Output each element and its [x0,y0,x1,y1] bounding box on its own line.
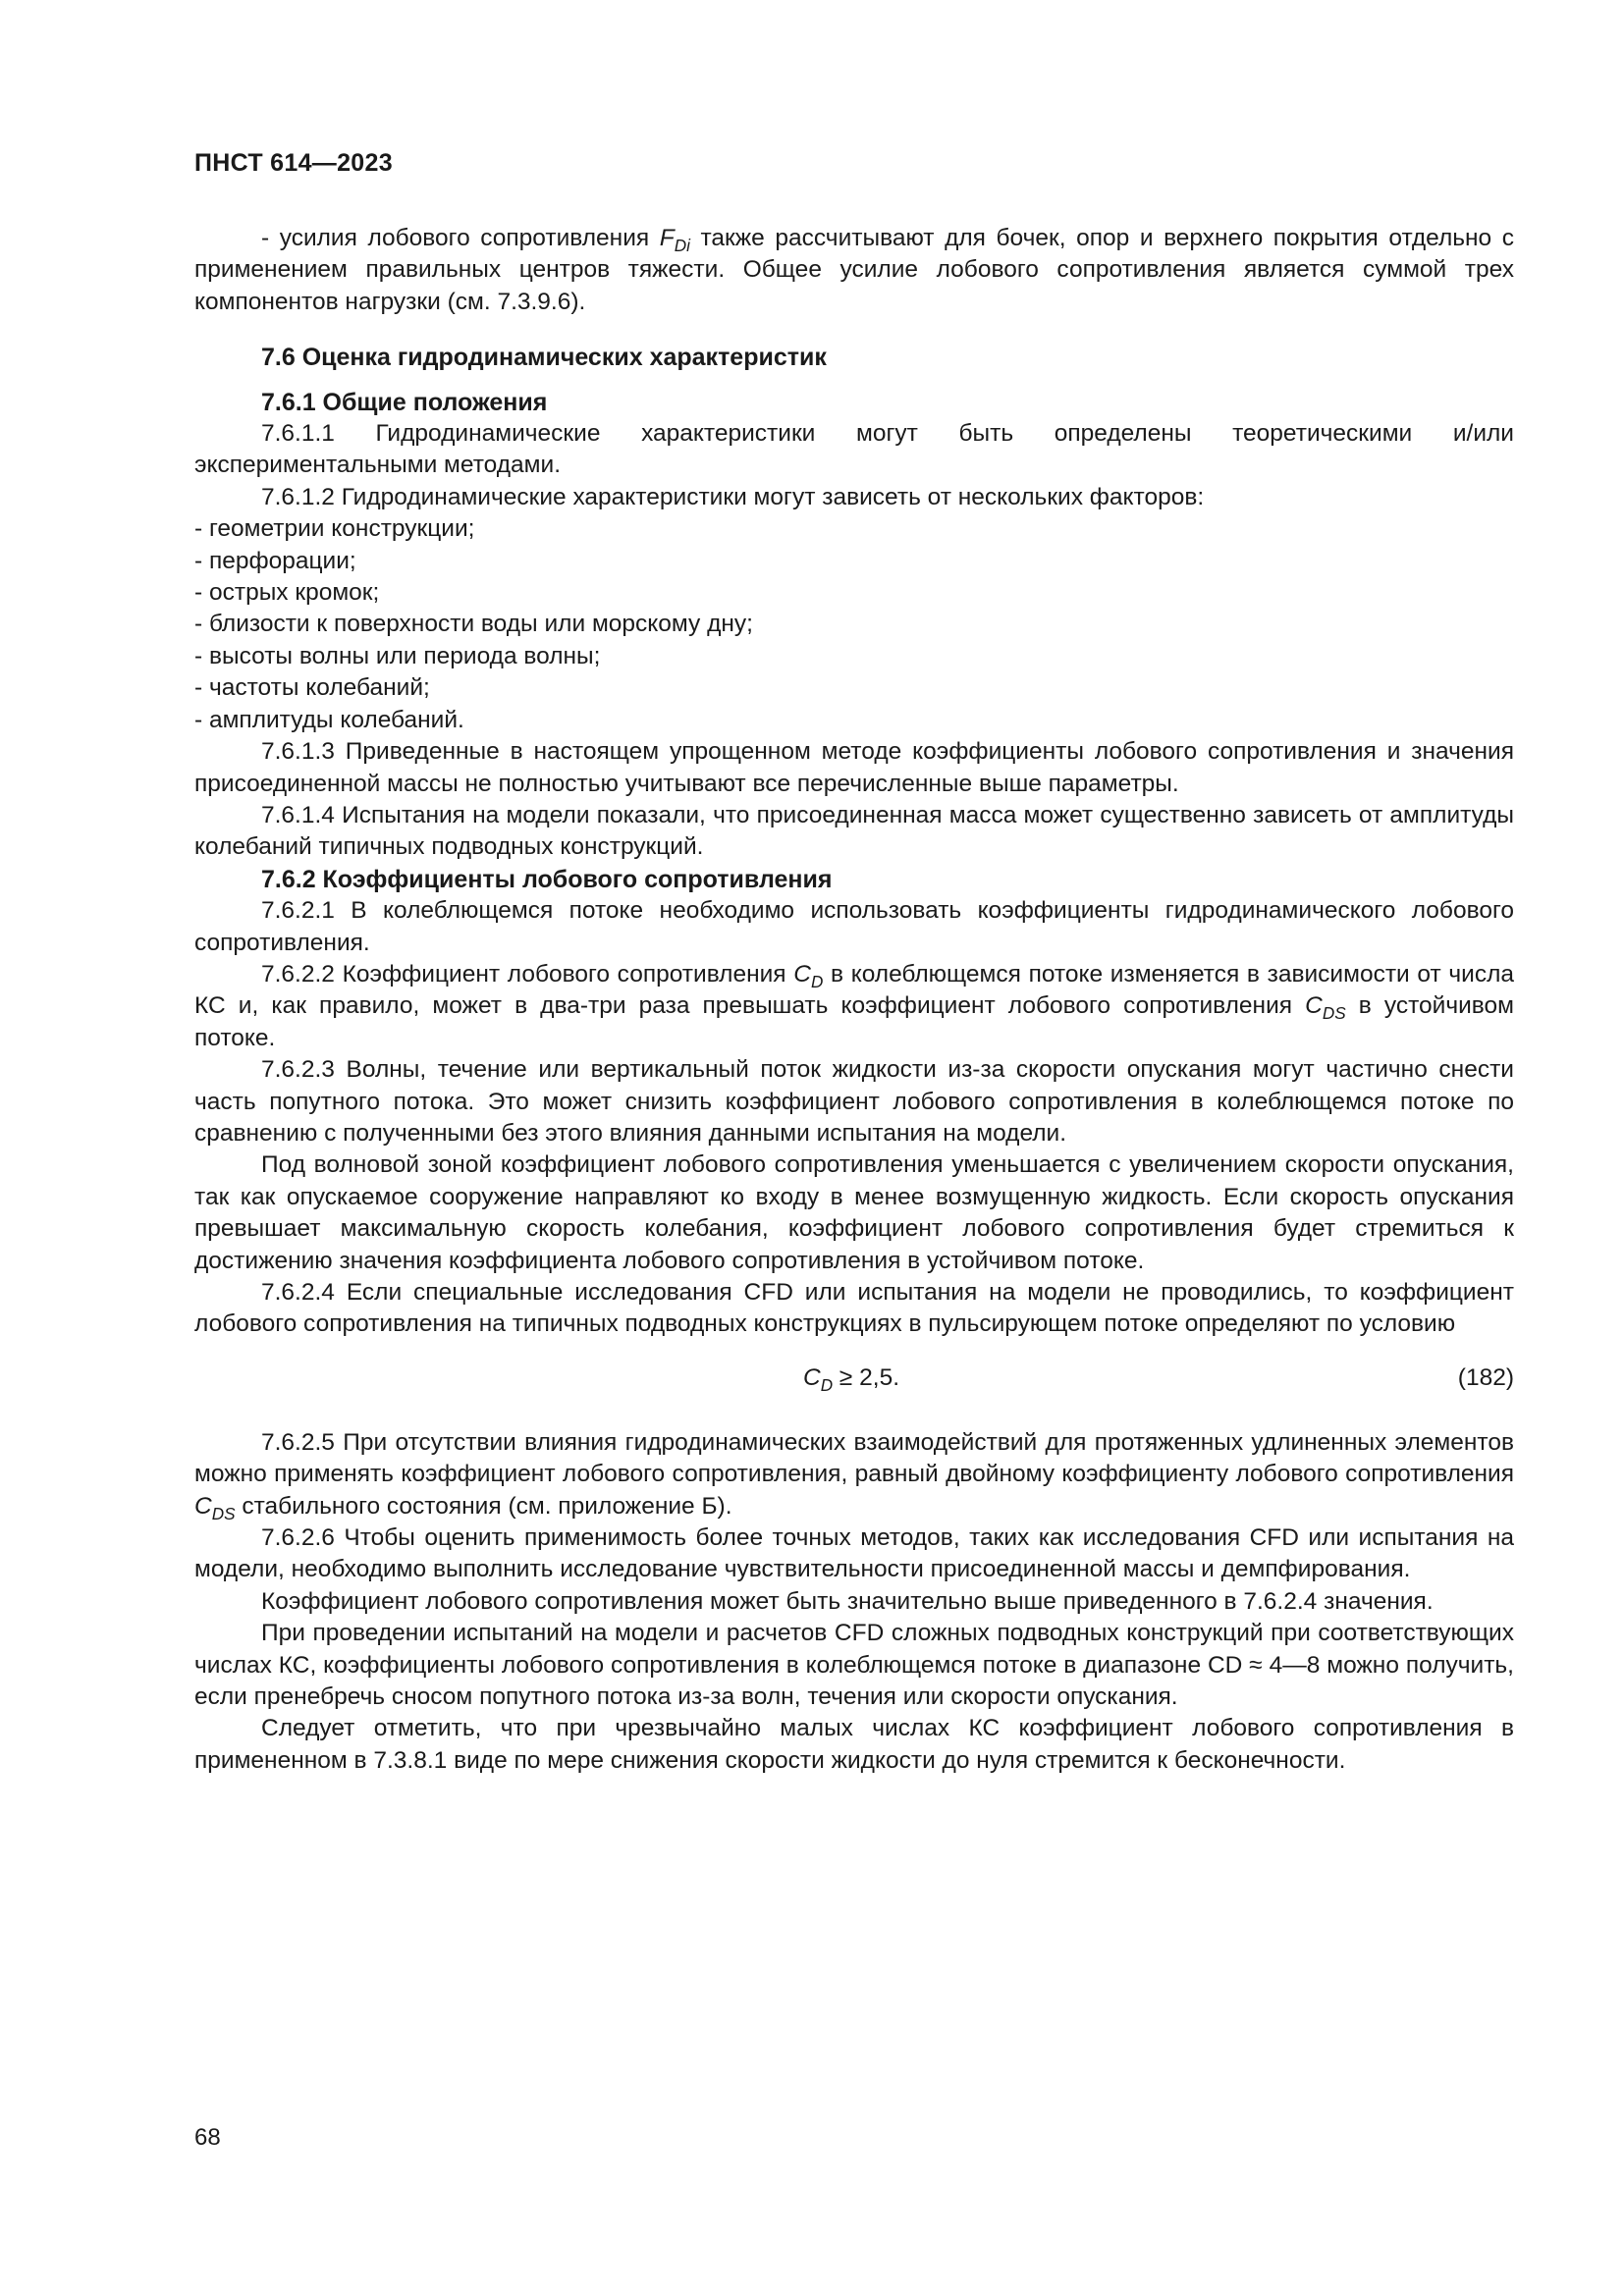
cds-subscript-2: DS [211,1503,236,1523]
paragraph-7-6-1-1: 7.6.1.1 Гидродинамические характеристики могут быть определены теоретическими и/или экспериментальными методами. [194,420,1514,479]
force-symbol: F [659,225,675,251]
document-body [194,223,1514,1777]
p6-part-a: 7.6.2.5 При отсутствии влияния гидродинамических взаимодействий для протяженных удлиненных элементов можно применять коэффициент лобового сопротивления, равный двойному коэффициенту лобового сопротивления [194,1428,1514,1488]
list-item: - близости к поверхности воды или морскому дну; [194,611,753,638]
paragraph-wave-zone: Под волновой зоной коэффициент лобового сопротивления уменьшается с увеличением скорости опускания, так как опускаемое сооружение направляют ко входу в менее возмущенную жидкость. Если скорость опускания превышает максимальную скорость колебания, коэффициент лобового сопротивления будет стремиться к достижению значения коэффициента лобового сопротивления в устойчивом потоке. [194,1151,1514,1274]
intro-lead: - усилия лобового сопротивления [261,225,660,251]
list-item: - частоты колебаний; [194,674,430,702]
list-item: - амплитуды колебаний. [194,706,464,733]
formula-182 [194,1359,1514,1398]
paragraph-7-6-2-4: 7.6.2.4 Если специальные исследования CFD или испытания на модели не проводились, то коэффициент лобового сопротивления на типичных подводных конструкциях в пульсирующем потоке определяют по условию [194,1279,1514,1338]
paragraph-7-6-1-4: 7.6.1.4 Испытания на модели показали, что присоединенная масса может существенно зависеть от амплитуды колебаний типичных подводных конструкций. [194,801,1514,861]
p2-part-b: в колеблющемся потоке изменяется в зависимости от числа КС и, как правило, может в два-три раза превышать коэффициент лобового сопротивления [194,960,1514,1020]
p6-part-b: стабильного состояния (см. приложение Б). [235,1492,732,1520]
paragraph-7-6-2-3: 7.6.2.3 Волны, течение или вертикальный поток жидкости из-за скорости опускания могут частично снести часть попутного потока. Это может снизить коэффициент лобового сопротивления в колеблющемся потоке по сравнению с полученными без этого влияния данными испытания на модели. [194,1056,1514,1147]
document-header: ПНСТ 614—2023 [194,149,393,177]
formula-number: (182) [1457,1363,1514,1391]
formula-symbol: C [803,1363,821,1391]
formula-subscript: D [820,1374,834,1395]
paragraph-7-6-1-2: 7.6.1.2 Гидродинамические характеристики могут зависеть от нескольких факторов: [261,483,1205,510]
p2-part-a: 7.6.2.2 Коэффициент лобового сопротивления [261,960,794,988]
paragraph-7-6-2-5 [194,1427,1514,1522]
paragraph-cfd-tests: При проведении испытаний на модели и расчетов CFD сложных подводных конструкций при соответствующих числах КС, коэффициенты лобового сопротивления в колеблющемся потоке в диапазоне CD ≈ 4—8 можно получить, если пренебречь сносом попутного потока из-за волн, течения или скорости опускания. [194,1620,1514,1711]
paragraph-7-6-2-2 [194,959,1514,1054]
paragraph-small-kc: Следует отметить, что при чрезвычайно малых числах КС коэффициент лобового сопротивления в примененном в 7.3.8.1 виде по мере снижения скорости жидкости до нуля стремится к бесконечности. [194,1715,1514,1774]
list-item: - перфорации; [194,547,356,574]
cd-subscript: D [810,971,824,991]
section-heading-7-6: 7.6 Оценка гидродинамических характеристик [261,344,827,372]
formula-relation: ≥ 2,5. [833,1363,900,1391]
p2-part-c: в устойчивом потоке. [194,992,1514,1051]
section-heading-7-6-1: 7.6.1 Общие положения [261,388,548,416]
list-item: - острых кромок; [194,579,380,607]
cds-subscript: DS [1322,1003,1346,1024]
force-subscript: Di [674,236,690,255]
paragraph-drag-higher: Коэффициент лобового сопротивления может быть значительно выше приведенного в 7.6.2.4 значения. [261,1587,1434,1615]
intro-paragraph [194,223,1514,318]
list-item: - геометрии конструкции; [194,515,475,543]
paragraph-7-6-2-6: 7.6.2.6 Чтобы оценить применимость более точных методов, таких как исследования CFD или испытания на модели, необходимо выполнить исследование чувствительности присоединенной массы и демпфирования. [194,1524,1514,1583]
cd-symbol: C [793,960,811,988]
formula-expression [803,1362,899,1394]
intro-rest: также рассчитывают для бочек, опор и верхнего покрытия отдельно с применением правильных центров тяжести. Общее усилие лобового сопротивления является суммой трех компонентов нагрузки (см. 7.3.9.6). [194,225,1515,315]
page-number: 68 [194,2124,221,2151]
paragraph-7-6-2-1: 7.6.2.1 В колеблющемся потоке необходимо использовать коэффициенты гидродинамического лобового сопротивления. [194,897,1514,956]
section-heading-7-6-2: 7.6.2 Коэффициенты лобового сопротивления [261,865,833,893]
cds-symbol-2: C [194,1492,212,1520]
paragraph-7-6-1-3: 7.6.1.3 Приведенные в настоящем упрощенном методе коэффициенты лобового сопротивления и значения присоединенной массы не полностью учитывают все перечисленные выше параметры. [194,738,1514,797]
cds-symbol: C [1305,992,1323,1020]
list-item: - высоты волны или периода волны; [194,642,601,669]
